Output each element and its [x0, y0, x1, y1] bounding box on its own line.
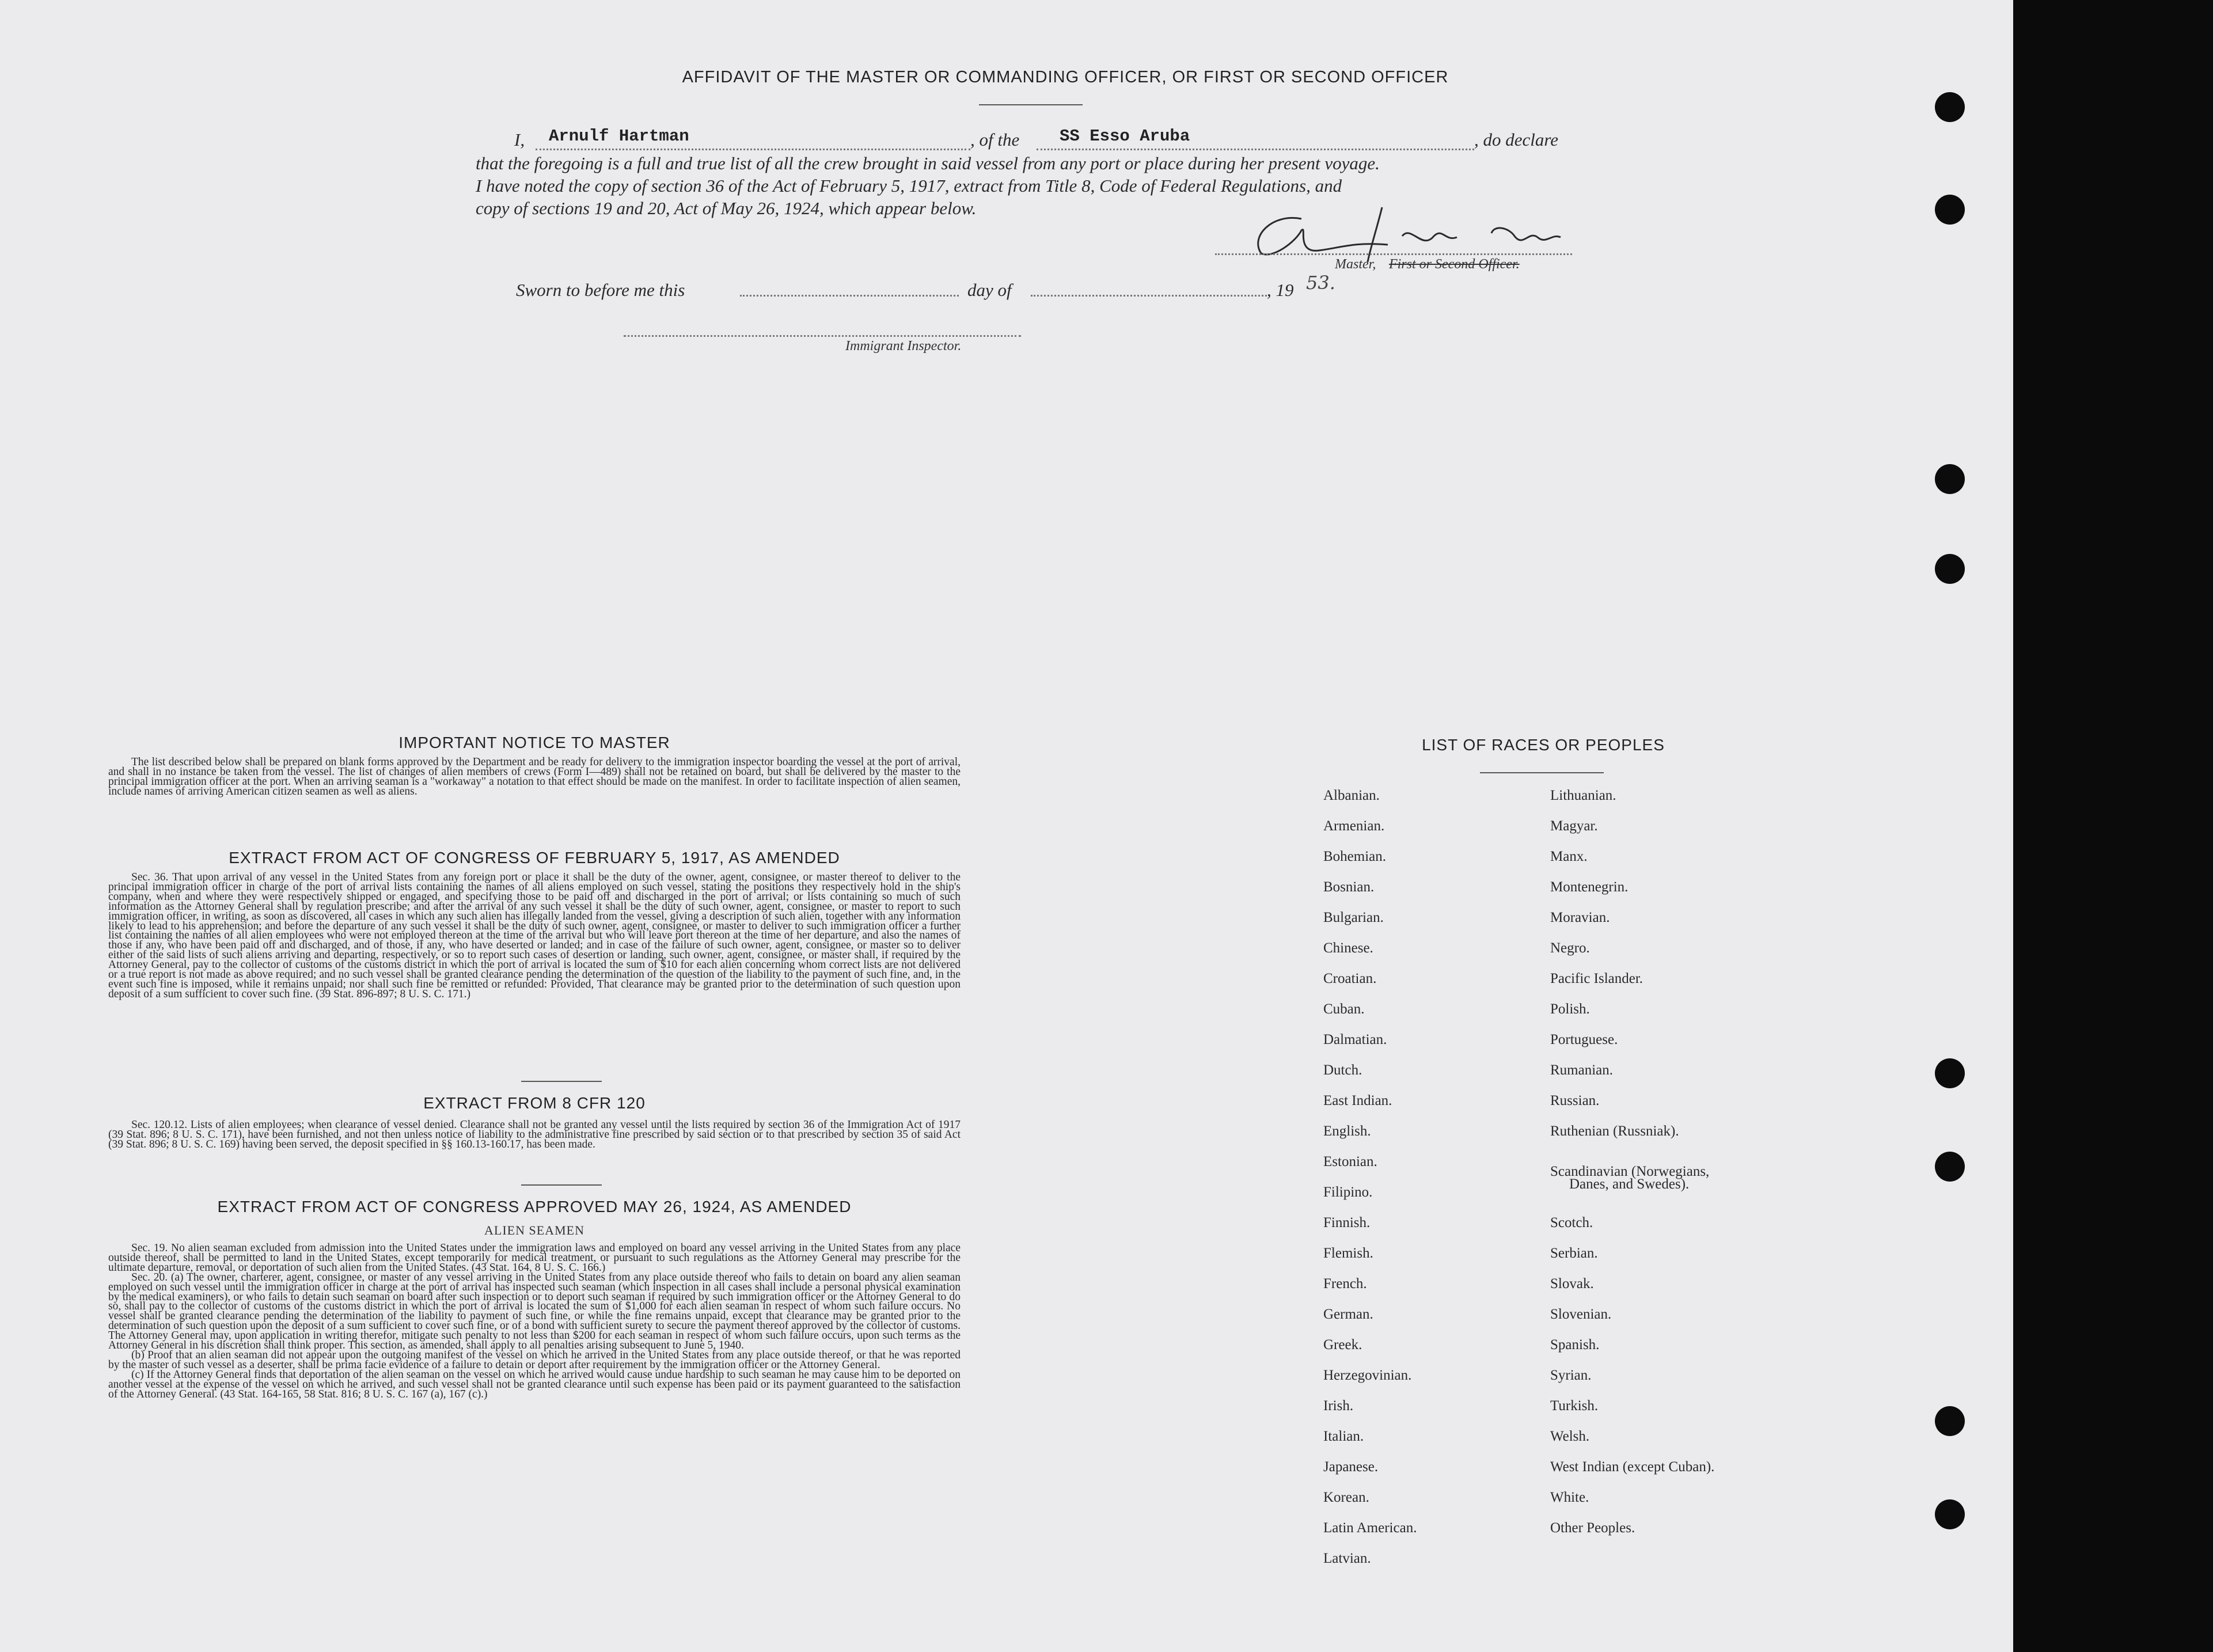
notice-title: IMPORTANT NOTICE TO MASTER	[398, 734, 670, 751]
inspector-signature-line	[624, 335, 1021, 337]
race-item: Croatian.	[1323, 971, 1377, 986]
declarant-prefix: I,	[514, 130, 525, 150]
struck-officer-label: First or Second Officer.	[1389, 257, 1520, 272]
race-item: Flemish.	[1323, 1245, 1373, 1261]
race-item: Chinese.	[1323, 940, 1373, 956]
vessel-name: SS Esso Aruba	[1060, 127, 1190, 146]
extract-1917-text	[108, 873, 961, 1000]
master-label: Master,	[1335, 257, 1376, 272]
race-item: Estonian.	[1323, 1154, 1377, 1169]
race-item: Latin American.	[1323, 1520, 1417, 1536]
punch-hole	[1935, 1152, 1965, 1182]
race-item: Portuguese.	[1550, 1032, 1618, 1047]
race-item: Bulgarian.	[1323, 910, 1384, 925]
alien-seamen-subtitle: ALIEN SEAMEN	[484, 1223, 584, 1237]
race-item: Rumanian.	[1550, 1062, 1614, 1078]
section-divider	[521, 1184, 602, 1186]
race-item: Armenian.	[1323, 818, 1385, 834]
race-item: Filipino.	[1323, 1184, 1373, 1200]
race-item: Dalmatian.	[1323, 1032, 1387, 1047]
race-item: Negro.	[1550, 940, 1590, 956]
section-divider	[521, 1081, 602, 1082]
race-item: Scotch.	[1550, 1215, 1593, 1231]
race-item: Welsh.	[1550, 1429, 1590, 1444]
section-36-paragraph: Sec. 36. That upon arrival of any vessel in the United States from any foreign port or place it shall be the duty of the owner, agent, consignee, or master thereof to deliver to the principal immigration officer in charge of the port of arrival lists containing the names of all aliens employed on such vessel, stating the positions they respectively hold in the ship's company, when and where they were respectively shipped or engaged, and specifying those to be paid off and discharged in the port of arrival; or lists containing so much of such information as the Attorney General shall by regulation prescribe; and after the arrival of any such vessel it shall be the duty of such owner, agent, consignee, or master to report to such immigration officer, in writing, as soon as discovered, all cases in which any such alien has illegally landed from the vessel, giving a description of such alien, together with any information likely to lead to his apprehension; and before the departure of any such vessel it shall be the duty of such owner, agent, consignee, or master to deliver to such immigration officer a further list containing the names of all alien employees who were not employed thereon at the time of the arrival but who will leave port thereon at the time of her departure, and also the names of those if any, who have been paid off and discharged, and of those, if any, who have deserted or landed; and in case of the failure of such owner, agent, consignee, or master so to deliver either of the said lists of such aliens arriving and departing, respectively, or so to report such cases of desertion or landing, such owner, agent, consignee, or master shall, if required by the Attorney General, pay to the collector of customs of the customs district in which the port of arrival is located the sum of $10 for each alien concerning whom correct lists are not delivered or a true report is not made as above required; and no such vessel shall be granted clearance pending the determination of the question of the liability to the payment of such fine, and, in the event such fine is imposed, while it remains unpaid; nor shall such fine be remitted or refunded: Provided, That clearance may be granted prior to the determination of such question upon deposit of a sum sufficient to cover such fine. (39 Stat. 896-897; 8 U. S. C. 171.)	[108, 871, 961, 1000]
punch-hole	[1935, 464, 1965, 494]
races-title-divider	[1480, 772, 1604, 773]
race-item: Bohemian.	[1323, 849, 1387, 864]
affidavit-line-2: that the foregoing is a full and true list of all the crew brought in said vessel from any port or place during her present voyage.	[476, 153, 1380, 173]
punch-hole	[1935, 195, 1965, 225]
sworn-day-line	[740, 295, 959, 297]
race-item: Albanian.	[1323, 788, 1380, 803]
race-item: Dutch.	[1323, 1062, 1362, 1078]
race-item: Lithuanian.	[1550, 788, 1616, 803]
race-item: Turkish.	[1550, 1398, 1599, 1414]
extract-1924-title: EXTRACT FROM ACT OF CONGRESS APPROVED MAY 26, 1924, AS AMENDED	[217, 1198, 852, 1216]
affidavit-line-3: I have noted the copy of section 36 of the Act of February 5, 1917, extract from Title 8, Code of Federal Regulations, and	[476, 176, 1342, 196]
race-item: Finnish.	[1323, 1215, 1371, 1231]
notice-text	[108, 758, 961, 797]
extract-1917-title: EXTRACT FROM ACT OF CONGRESS OF FEBRUARY 5, 1917, AS AMENDED	[229, 849, 840, 867]
race-item: Irish.	[1323, 1398, 1354, 1414]
section-19-paragraph: Sec. 19. No alien seaman excluded from admission into the United States under the immigration laws and employed on board any vessel arriving in the United States from any place outside thereof, shall be permitted to land in the United States, except temporarily for medical treatment, or pursuant to such regulations as the Attorney General may prescribe for the ultimate departure, removal, or deportation of such alien from the United States. (43 Stat. 164, 8 U. S. C. 166.)	[108, 1242, 961, 1274]
race-item: Manx.	[1550, 849, 1588, 864]
race-item: Scandinavian (Norwegians,	[1550, 1164, 1710, 1179]
race-item: Japanese.	[1323, 1459, 1379, 1475]
name-field-line	[536, 149, 970, 150]
year-handwritten: 53.	[1306, 272, 1335, 294]
race-item: Syrian.	[1550, 1368, 1592, 1383]
punch-hole	[1935, 1406, 1965, 1436]
extract-cfr-title: EXTRACT FROM 8 CFR 120	[423, 1094, 646, 1112]
sworn-label: Sworn to before me this	[516, 280, 685, 300]
punch-hole	[1935, 1499, 1965, 1529]
master-name: Arnulf Hartman	[549, 127, 689, 146]
affidavit-title: AFFIDAVIT OF THE MASTER OR COMMANDING OFFICER, OR FIRST OR SECOND OFFICER	[682, 68, 1449, 86]
signature-line	[1215, 253, 1572, 255]
race-item: Spanish.	[1550, 1337, 1600, 1353]
race-item: Slovak.	[1550, 1276, 1594, 1292]
race-item: French.	[1323, 1276, 1367, 1292]
punch-hole	[1935, 554, 1965, 584]
race-item: Other Peoples.	[1550, 1520, 1635, 1536]
race-item: English.	[1323, 1123, 1371, 1139]
race-item: West Indian (except Cuban).	[1550, 1459, 1715, 1475]
title-divider	[979, 104, 1083, 105]
race-item: East Indian.	[1323, 1093, 1392, 1108]
race-item: Greek.	[1323, 1337, 1362, 1353]
race-item: Bosnian.	[1323, 879, 1375, 895]
race-item: German.	[1323, 1307, 1373, 1322]
inspector-label: Immigrant Inspector.	[845, 339, 962, 354]
section-20b-paragraph: (b) Proof that an alien seaman did not appear upon the outgoing manifest of the vessel on which he arrived in the United States from any place outside thereof, or that he was reported by the master of such vessel as a deserter, shall be prima facie evidence of a failure to detain or deport after requirement by the immigration officer or the Attorney General.	[108, 1349, 961, 1371]
notice-paragraph: The list described below shall be prepared on blank forms approved by the Department and be ready for delivery to the immigration inspector boarding the vessel at the port of arrival, and shall in no instance be taken from the vessel. The list of changes of alien members of crews (Form I—489) shall not be retained on board, but shall be delivered by the master to the principal immigration officer at the port. When an arriving seaman is a "workaway" a notation to that effect should be made on the manifest. In order to facilitate inspection of alien seamen, include names of arriving American citizen seamen as well as aliens.	[108, 756, 961, 797]
race-item: Latvian.	[1323, 1551, 1371, 1566]
race-item: Serbian.	[1550, 1245, 1598, 1261]
race-item: Montenegrin.	[1550, 879, 1629, 895]
race-item: Ruthenian (Russniak).	[1550, 1123, 1679, 1139]
sworn-month-line	[1031, 295, 1267, 297]
of-the-label: , of the	[970, 130, 1020, 150]
signature-mark	[1238, 202, 1595, 265]
year-prefix: , 19	[1267, 280, 1294, 300]
do-declare-label: , do declare	[1474, 130, 1559, 150]
day-of-label: day of	[967, 280, 1012, 300]
race-item: Slovenian.	[1550, 1307, 1612, 1322]
race-item: Danes, and Swedes).	[1569, 1176, 1690, 1192]
section-20a-paragraph: Sec. 20. (a) The owner, charterer, agent, consignee, or master of any vessel arriving in the United States from any place outside thereof who fails to detain on board any alien seaman employed on such vessel until the immigration officer in charge at the port of arrival has inspected such seaman (which inspection in all cases shall include a personal physical examination by the medical examiners), or who fails to detain such seaman on board after such inspection or to deport such seaman if required by such immigration officer or the Attorney General to do so, shall pay to the collector of customs of the customs district in which the port of arrival is located the sum of $1,000 for each alien seaman in respect of whom such failure occurs. No vessel shall be granted clearance pending the determination of the liability to payment of such fine, or while the fine remains unpaid, except that clearance may be granted prior to the determination of such question upon the deposit of a sum sufficient to cover such fine, or of a bond with sufficient surety to secure the payment thereof approved by the collector of customs. The Attorney General may, upon application in writing therefor, mitigate such penalty to not less than $200 for each seaman in respect of whom such failure occurs, upon such terms as the Attorney General in his discretion shall think proper. This section, as amended, shall apply to all penalties arising subsequent to June 5, 1940.	[108, 1271, 961, 1352]
race-item: Herzegovinian.	[1323, 1368, 1412, 1383]
race-item: Pacific Islander.	[1550, 971, 1643, 986]
punch-hole	[1935, 92, 1965, 122]
punch-hole	[1935, 1058, 1965, 1088]
race-item: Polish.	[1550, 1001, 1590, 1017]
race-item: Korean.	[1323, 1490, 1369, 1505]
races-title: LIST OF RACES OR PEOPLES	[1422, 736, 1665, 754]
race-item: Cuban.	[1323, 1001, 1365, 1017]
vessel-field-line	[1037, 149, 1474, 150]
race-item: Moravian.	[1550, 910, 1610, 925]
race-item: Magyar.	[1550, 818, 1598, 834]
affidavit-line-4: copy of sections 19 and 20, Act of May 26, 1924, which appear below.	[476, 198, 977, 218]
extract-1924-text	[108, 1244, 961, 1400]
section-20c-paragraph: (c) If the Attorney General finds that deportation of the alien seaman on the vessel on which he arrived would cause undue hardship to such seaman he may cause him to be deported on another vessel at the expense of the vessel on which he arrived, and such vessel shall not be granted clearance until such expense has been paid or its payment guaranteed to the satisfaction of the Attorney General. (43 Stat. 164-165, 58 Stat. 816; 8 U. S. C. 167 (a), 167 (c).)	[108, 1368, 961, 1400]
extract-cfr-text	[108, 1121, 961, 1150]
race-item: Russian.	[1550, 1093, 1600, 1108]
section-120-12-paragraph: Sec. 120.12. Lists of alien employees; when clearance of vessel denied. Clearance shall not be granted any vessel until the lists required by section 36 of the Immigration Act of 1917 (39 Stat. 896; 8 U. S. C. 171), have been furnished, and not then unless notice of liability to the administrative fine prescribed by said section or to that prescribed by section 35 of said Act (39 Stat. 896; 8 U. S. C. 169) having been served, the deposit specified in §§ 160.13-160.17, has been made.	[108, 1119, 961, 1150]
race-item: White.	[1550, 1490, 1589, 1505]
race-item: Italian.	[1323, 1429, 1364, 1444]
